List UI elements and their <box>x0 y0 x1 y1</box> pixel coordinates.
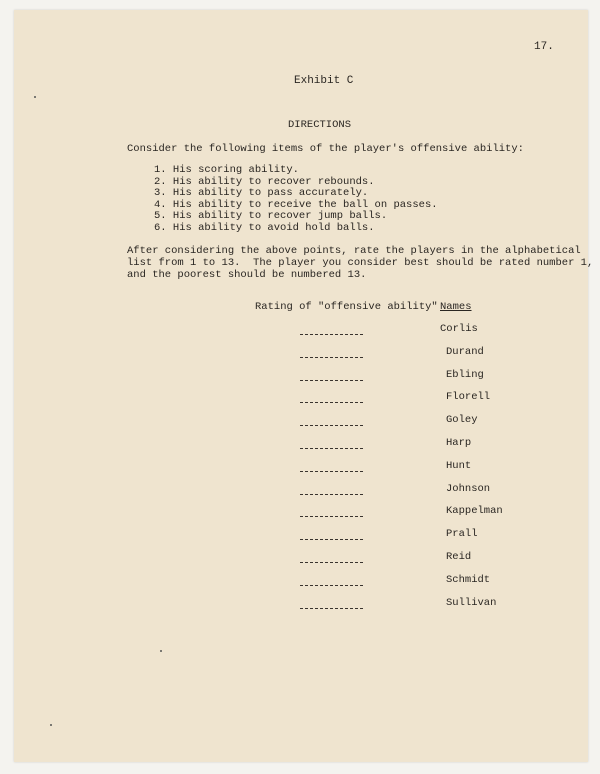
rating-blank[interactable] <box>300 494 363 495</box>
rating-blank[interactable] <box>300 608 363 609</box>
paper-speck <box>160 650 162 652</box>
player-name: Ebling <box>446 369 484 381</box>
page-number: 17. <box>534 41 554 53</box>
directions-heading: DIRECTIONS <box>288 119 352 131</box>
player-name: Florell <box>446 391 491 403</box>
exhibit-title: Exhibit C <box>294 75 354 87</box>
criteria-item: 1. His scoring ability. <box>154 164 299 176</box>
document-page <box>14 10 594 762</box>
player-name: Hunt <box>446 460 472 472</box>
criteria-list <box>154 165 438 235</box>
instructions-line: and the poorest should be numbered 13. <box>127 268 367 281</box>
criteria-item: 2. His ability to recover rebounds. <box>154 175 375 188</box>
rating-blank[interactable] <box>300 334 363 335</box>
player-name: Harp <box>446 437 472 449</box>
rating-blank[interactable] <box>300 380 363 381</box>
rating-blank[interactable] <box>300 562 363 563</box>
player-name: Schmidt <box>446 574 491 586</box>
rating-blank[interactable] <box>300 471 363 472</box>
names-column-header: Names <box>440 301 472 313</box>
instructions-line: list from 1 to 13. The player you consider best should be rated number 1, <box>127 256 594 269</box>
player-name: Reid <box>446 551 472 563</box>
criteria-item: 5. His ability to recover jump balls. <box>154 210 388 223</box>
player-name: Johnson <box>446 483 491 495</box>
rating-column-header: Rating of "offensive ability" <box>255 301 438 313</box>
instructions-paragraph <box>127 246 593 281</box>
player-name: Prall <box>446 528 478 540</box>
player-name: Corlis <box>440 323 478 335</box>
player-name: Kappelman <box>446 505 503 517</box>
player-name: Durand <box>446 346 484 358</box>
rating-blank[interactable] <box>300 402 363 403</box>
player-name: Sullivan <box>446 597 497 609</box>
criteria-item: 6. His ability to avoid hold balls. <box>154 221 375 234</box>
player-name: Goley <box>446 414 478 426</box>
rating-blank[interactable] <box>300 585 363 586</box>
rating-blank[interactable] <box>300 539 363 540</box>
paper-speck <box>50 724 52 726</box>
instructions-line: After considering the above points, rate the players in the alphabetical <box>127 245 581 257</box>
criteria-item: 3. His ability to pass accurately. <box>154 187 369 200</box>
rating-blank[interactable] <box>300 516 363 517</box>
rating-blank[interactable] <box>300 425 363 426</box>
criteria-item: 4. His ability to receive the ball on passes. <box>154 198 438 211</box>
intro-line: Consider the following items of the player's offensive ability: <box>127 143 524 155</box>
rating-blank[interactable] <box>300 357 363 358</box>
rating-blank[interactable] <box>300 448 363 449</box>
paper-speck <box>34 96 36 98</box>
